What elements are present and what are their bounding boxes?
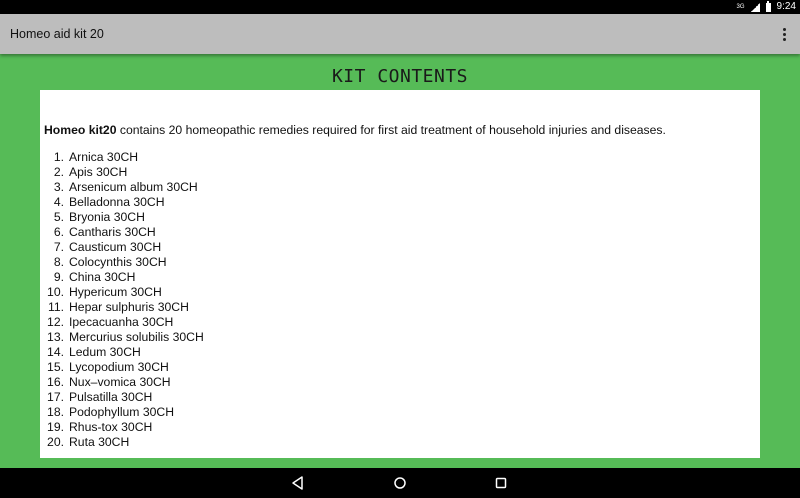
intro-kit-name: Homeo kit20 [44,123,117,137]
remedy-name: Ledum 30CH [69,345,141,359]
remedy-number: 6. [53,225,64,239]
remedy-number: 2. [53,165,64,179]
remedy-name: Hepar sulphuris 30CH [69,300,189,314]
network-type-label: 3G [736,4,745,10]
remedy-name: Apis 30CH [69,165,128,179]
remedy-number: 12. [47,315,64,329]
remedy-number: 19. [47,420,64,434]
remedy-number: 5. [53,210,64,224]
remedy-item [40,375,204,390]
remedy-item [40,210,204,225]
remedy-name: Arnica 30CH [69,150,139,164]
recents-icon[interactable] [493,475,509,491]
app-title: Homeo aid kit 20 [10,27,104,41]
app-bar [0,14,800,54]
remedy-item [40,285,204,300]
remedy-number: 14. [47,345,64,359]
remedy-item [40,330,204,345]
remedy-name: Arsenicum album 30CH [69,180,198,194]
remedy-name: Colocynthis 30CH [69,255,167,269]
remedy-name: China 30CH [69,270,136,284]
remedy-item [40,315,204,330]
remedy-item [40,240,204,255]
remedy-item [40,165,204,180]
battery-icon [766,3,771,12]
remedy-item [40,150,204,165]
remedy-number: 1. [53,150,64,164]
remedy-number: 17. [47,390,64,404]
remedy-item [40,270,204,285]
remedy-number: 8. [53,255,64,269]
remedy-item [40,195,204,210]
navigation-bar [0,468,800,498]
remedy-item [40,225,204,240]
clock: 9:24 [776,1,796,12]
remedy-item [40,255,204,270]
remedy-name: Lycopodium 30CH [69,360,169,374]
signal-icon [751,3,760,12]
remedy-item [40,420,204,435]
remedy-number: 7. [53,240,64,254]
remedy-name: Cantharis 30CH [69,225,156,239]
content-area [0,54,800,468]
intro-paragraph [44,123,666,137]
remedy-number: 15. [47,360,64,374]
remedy-number: 16. [47,375,64,389]
remedy-name: Bryonia 30CH [69,210,145,224]
remedy-number: 3. [53,180,64,194]
status-bar [0,0,800,14]
remedy-number: 9. [53,270,64,284]
contents-card [40,90,760,458]
remedy-name: Hypericum 30CH [69,285,162,299]
more-vert-icon[interactable] [776,22,792,46]
remedy-name: Ruta 30CH [69,435,130,449]
remedy-item [40,390,204,405]
remedy-name: Mercurius solubilis 30CH [69,330,204,344]
remedy-item [40,180,204,195]
remedy-item [40,435,204,450]
remedy-number: 11. [47,300,64,314]
remedy-number: 20. [47,435,64,449]
back-icon[interactable] [290,475,306,491]
remedy-list [40,150,204,450]
remedy-name: Nux–vomica 30CH [69,375,171,389]
remedy-number: 10. [47,285,64,299]
remedy-number: 13. [47,330,64,344]
page-title: KIT CONTENTS [331,66,469,87]
status-icons [737,0,796,14]
remedy-item [40,405,204,420]
remedy-name: Pulsatilla 30CH [69,390,153,404]
remedy-name: Ipecacuanha 30CH [69,315,174,329]
remedy-item [40,300,204,315]
home-icon[interactable] [392,475,408,491]
remedy-number: 18. [47,405,64,419]
remedy-name: Causticum 30CH [69,240,162,254]
intro-text: contains 20 homeopathic remedies required for first aid treatment of household injuries and diseases. [116,123,666,137]
remedy-item [40,345,204,360]
remedy-item [40,360,204,375]
remedy-name: Belladonna 30CH [69,195,165,209]
remedy-number: 4. [53,195,64,209]
remedy-name: Podophyllum 30CH [69,405,175,419]
remedy-name: Rhus-tox 30CH [69,420,153,434]
